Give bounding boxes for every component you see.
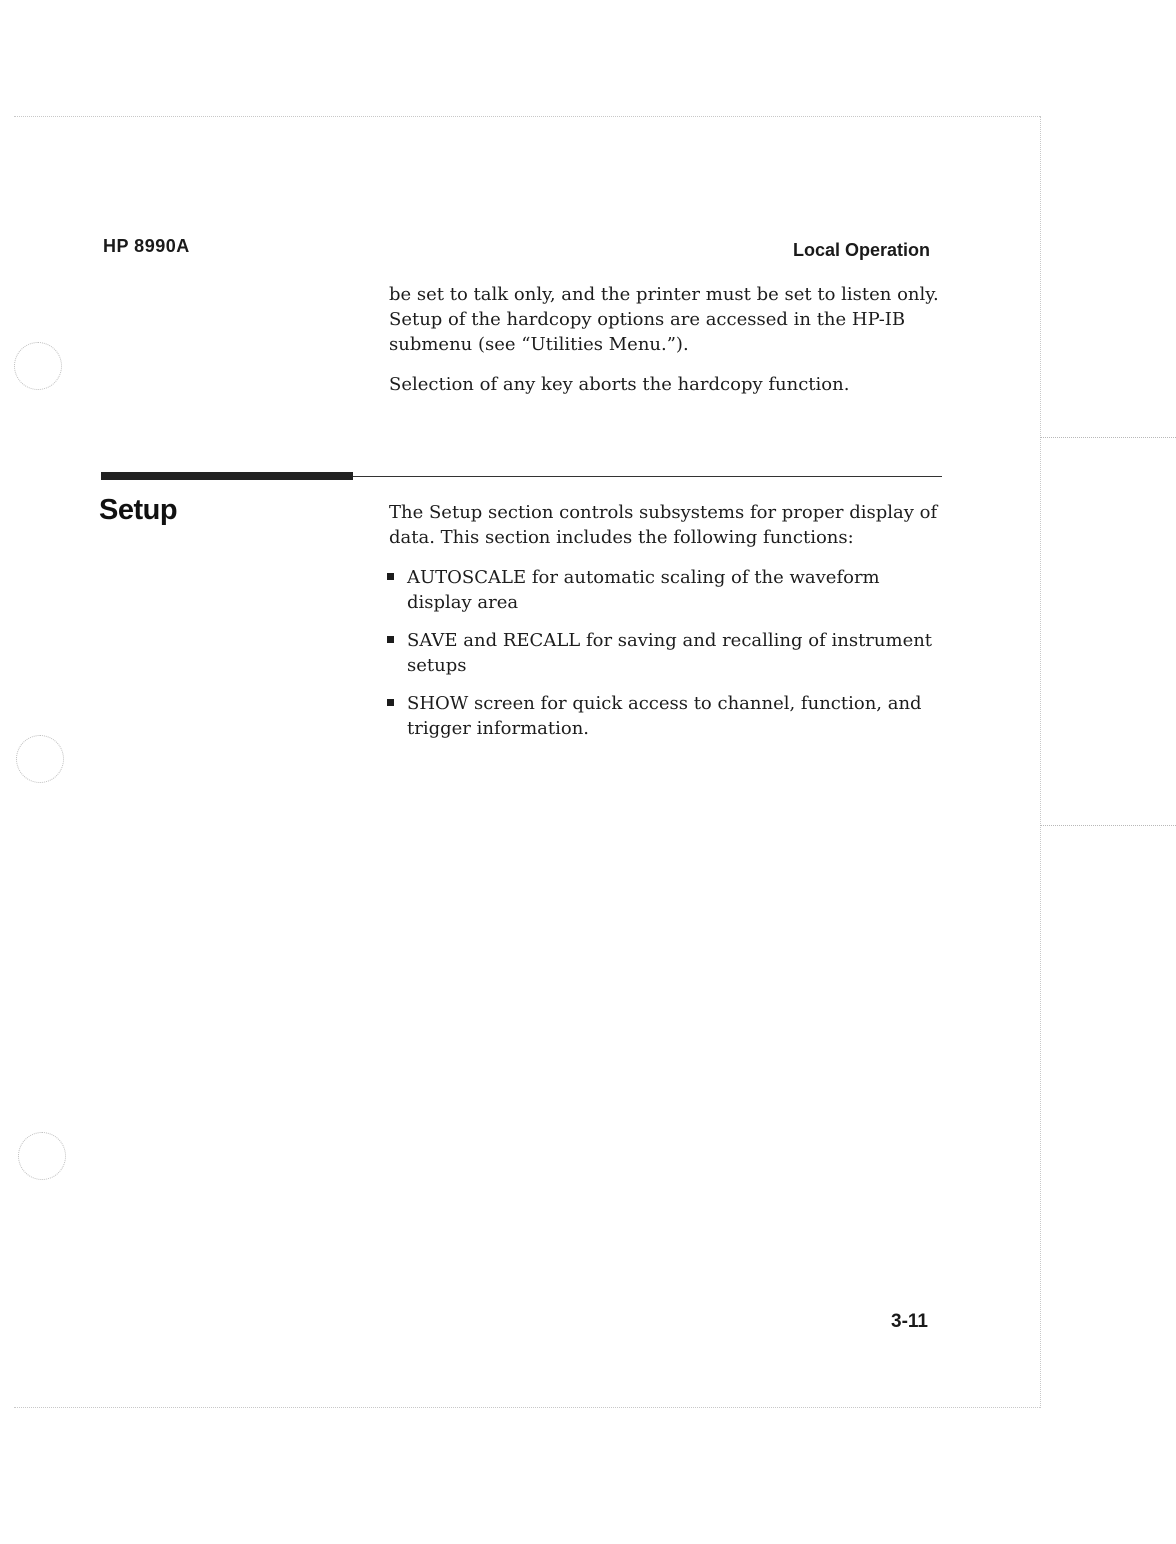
bullet-square-icon (387, 573, 394, 580)
header-model: HP 8990A (103, 236, 190, 256)
list-item (385, 628, 945, 678)
setup-description: The Setup section controls subsystems for proper display of data. This section includes the following functions: (389, 502, 938, 548)
binder-hole (14, 342, 62, 390)
list-item (385, 691, 945, 741)
section-heading: Setup (99, 494, 178, 526)
function-list (385, 565, 945, 754)
continuation-paragraph: be set to talk only, and the printer must be set to listen only. Setup of the hardcopy options are accessed in the HP-IB submenu (see “Utilities Menu.”). (389, 284, 939, 355)
section-rule-thick (101, 472, 353, 480)
list-item-text: SHOW screen for quick access to channel, function, and trigger information. (407, 693, 922, 739)
binder-hole (18, 1132, 66, 1180)
page-number: 3-11 (891, 1311, 928, 1332)
list-item-text: SAVE and RECALL for saving and recalling of instrument setups (407, 630, 933, 676)
abort-note-paragraph: Selection of any key aborts the hardcopy function. (389, 374, 850, 395)
index-tab-line (1040, 825, 1176, 826)
bullet-square-icon (387, 636, 394, 643)
section-rule-thin (353, 476, 942, 477)
header-chapter: Local Operation (793, 240, 931, 260)
bullet-square-icon (387, 699, 394, 706)
list-item-text: AUTOSCALE for automatic scaling of the waveform display area (407, 567, 880, 613)
index-tab-line (1040, 437, 1176, 438)
binder-hole (16, 735, 64, 783)
page-trim-right (1040, 116, 1041, 1408)
page-trim-top (14, 116, 1040, 117)
list-item (385, 565, 945, 615)
page-trim-bottom (14, 1407, 1040, 1408)
